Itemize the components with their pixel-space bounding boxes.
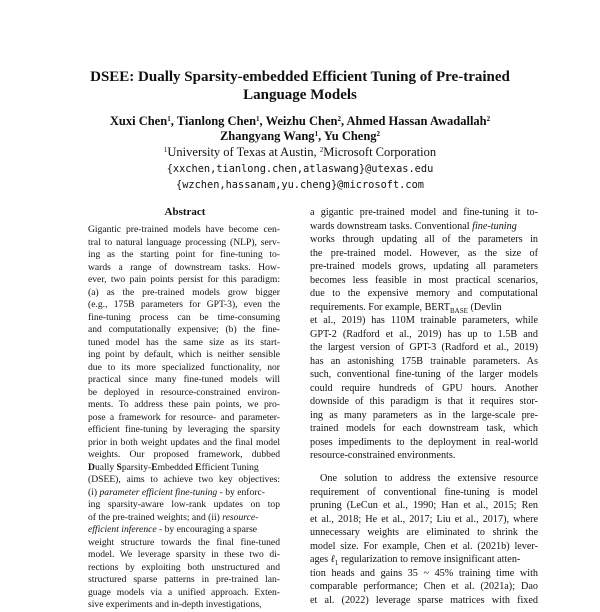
abstract-line: (DSEE), aims to achieve two key objectives: <box>88 474 280 485</box>
text-run: ages <box>310 554 331 565</box>
emphasis-text: resource- <box>219 511 259 523</box>
abstract-line-dsee <box>88 462 280 475</box>
abstract-line: model. We leverage sparsity in these two di- <box>88 549 280 560</box>
body-line: works through updating all of the parameters in <box>310 234 538 245</box>
author-name: Zhangyang Wang <box>219 129 315 143</box>
abstract-line: wards a range of downstream tasks. How- <box>88 261 280 273</box>
abstract-line: and computationally expensive; (b) the fine- <box>88 324 280 335</box>
abstract-line: pose a framework for resource- and parameter- <box>88 411 280 423</box>
body-line: trained models for each downstream task, which <box>310 423 538 434</box>
author-name: Xuxi Chen <box>109 114 168 128</box>
subscript: 1 <box>334 559 339 568</box>
abstract-line: ing sparsity-aware low-rank updates on top <box>88 499 280 510</box>
author-affil-mark: 1 <box>167 115 171 123</box>
body-line-finetuning <box>310 220 538 234</box>
text-run: (Devlin <box>467 301 502 313</box>
email-microsoft: {wzchen,hassanam,yu.cheng}@microsoft.com <box>176 179 424 191</box>
abstract-line: (e.g., 175B parameters for GPT-3), even the <box>88 299 280 310</box>
body-line: model size. For example, Chen et al. (2021b) lever- <box>310 540 538 552</box>
body-line: such, conventional fine-tuning of the larger models <box>310 369 538 380</box>
affiliations <box>40 145 560 160</box>
abstract-line: weight structure towards the final fine-tuned <box>88 536 280 548</box>
body-line: has an astonishing 175B trainable parameters. As <box>310 355 538 367</box>
body-line: downside of this paradigm is that it requires stor- <box>310 396 538 407</box>
paper-title <box>60 68 540 104</box>
abstract-line: guage models via a unified approach. Exten- <box>88 586 280 598</box>
author-list: Xuxi Chen$^1$, Tianlong Chen$^1$, Weizhu Chen$^2$, Ahmed Hassan Awadallah$^2$ Zhangyang Wang$^1$, Yu Cheng$^2$ <box>109 114 491 143</box>
author-name: Weizhu Chen <box>265 114 338 128</box>
text-run: (i) <box>88 486 100 498</box>
dsee-letter: E <box>195 461 202 473</box>
body-line: unnecessary weights are eliminated to shrink the <box>310 527 538 538</box>
author-affil-mark: 2 <box>376 130 381 138</box>
body-line: et al., 2019) has 110M trainable parameters, while <box>310 315 538 326</box>
dsee-word: mbedded <box>157 461 196 473</box>
dsee-word: parsity- <box>121 461 152 473</box>
dsee-letter: E <box>151 461 158 473</box>
affiliation-ut-austin: University of Texas at Austin, <box>167 145 317 159</box>
abstract-line: fine-tuning process can be time-consuming <box>88 311 280 323</box>
body-line: tion heads and gains 35 ~ 45% training time with <box>310 567 538 579</box>
email-utexas: {xxchen,tianlong.chen,atlaswang}@utexas.edu <box>166 163 434 175</box>
abstract-line: (a) as the pre-trained models grow bigger <box>88 286 280 298</box>
text-run: regularization to remove insignificant atten- <box>338 554 521 565</box>
abstract-heading: Abstract <box>164 206 206 218</box>
emphasis-text: efficient inference <box>88 524 157 535</box>
math-symbol: ℓ <box>330 554 335 565</box>
body-line: poses impediments to the deployment in real-world <box>310 436 538 448</box>
emphasis-text: parameter efficient fine-tuning <box>99 486 218 498</box>
author-affil-mark: 2 <box>486 115 491 123</box>
author-affil-mark: 2 <box>337 115 341 123</box>
abstract-line: prior in both weight updates and the final model <box>88 436 280 448</box>
body-line: could require hundreds of GPU hours. Another <box>310 382 538 394</box>
abstract-line: Gigantic pre-trained models have become cen- <box>88 224 280 235</box>
text-run: wards downstream tasks. Conventional <box>310 220 473 232</box>
text-run: requirements. For example, BERT <box>310 301 450 313</box>
author-affil-mark: 1 <box>314 130 319 138</box>
abstract-line: be deployed in resource-constrained environ- <box>88 386 280 398</box>
body-line: the pre-trained model. However, as the size of <box>310 247 538 259</box>
body-line: One solution to address the extensive resource <box>320 473 538 484</box>
body-line: comparable performance; Chen et al. (2021a); Dao <box>310 581 538 592</box>
abstract-line: ever, two pain points persist for this paradigm: <box>88 274 280 285</box>
abstract-line: sive experiments and in-depth investigations, <box>88 599 262 610</box>
author-name: Ahmed Hassan Awadallah <box>346 114 487 128</box>
text-run: - by enforc- <box>217 486 265 498</box>
abstract-line: tuned model has the same size as its start- <box>88 336 280 348</box>
title-line-2: Language Models <box>243 87 357 103</box>
title-line-1: DSEE: Dually Sparsity-embedded Efficient Tuning of Pre-trained <box>90 69 510 85</box>
body-line: requirement of conventional fine-tuning is model <box>310 486 538 498</box>
abstract-line: weights. Our proposed framework, dubbed <box>88 449 280 460</box>
affil-mark: 2 <box>319 146 324 154</box>
body-line: pre-trained models grows, updating all parameters <box>310 261 538 272</box>
dsee-word: fficient Tuning <box>201 461 259 473</box>
body-line: due to the expensive memory and computational <box>310 288 538 299</box>
abstract-line: rections by exploiting both unstructured and <box>88 561 280 573</box>
text-run: of the pre-trained weights; and (ii) <box>88 511 220 523</box>
author-name: Tianlong Chen <box>176 114 257 128</box>
abstract-line: due to its more specialized functionality, nor <box>88 361 280 373</box>
author-name: Yu Cheng <box>323 129 377 143</box>
body-line: becomes less feasible in most practical scenarios, <box>310 274 538 286</box>
body-line: ing as many parameters as in the large-scale pre- <box>310 409 538 421</box>
dsee-letter: D <box>88 461 95 473</box>
abstract-line: ments. To address these pain points, we pro- <box>88 399 280 410</box>
abstract-line: efficient fine-tuning by leveraging the sparsity <box>88 424 280 435</box>
body-line: the largest version of GPT-3 (Radford et al., 2019) <box>310 342 538 353</box>
abstract-line: ing point by default, which is neither sensible <box>88 349 280 360</box>
body-line: resource-constrained environments. <box>310 450 456 461</box>
abstract-line-objective-1 <box>88 487 280 500</box>
abstract-line: structured sparse patterns in pre-trained lan- <box>88 574 280 585</box>
abstract-line: tral to natural language processing (NLP), serv- <box>88 236 280 248</box>
body-line: et al., 2018; He et al., 2017; Liu et al., 2017), where <box>310 513 538 525</box>
dsee-word: ually <box>94 461 117 473</box>
abstract-line-objective-2a <box>88 512 280 525</box>
abstract-line: ing as the starting point for fine-tuning to- <box>88 249 280 260</box>
author-affil-mark: 1 <box>256 115 260 123</box>
body-line: a gigantic pre-trained model and fine-tuning it to- <box>310 207 538 218</box>
body-line: pruning (LeCun et al., 1990; Han et al., 2015; Ren <box>310 500 538 511</box>
subscript: BASE <box>450 306 468 315</box>
abstract-line-objective-2b <box>88 524 280 537</box>
body-line: et al. (2022) leverage sparse matrices with fixed <box>310 594 538 606</box>
abstract-line: practical since many fine-tuned models will <box>88 374 280 385</box>
affiliation-microsoft: Microsoft Corporation <box>323 145 437 159</box>
emphasis-text: fine-tuning <box>472 220 517 232</box>
affil-mark: 1 <box>163 146 168 154</box>
body-line: GPT-2 (Radford et al., 2019) has up to 1.5B and <box>310 328 538 340</box>
dsee-letter: S <box>116 461 122 473</box>
text-run: - by encouraging a sparse <box>156 524 258 535</box>
